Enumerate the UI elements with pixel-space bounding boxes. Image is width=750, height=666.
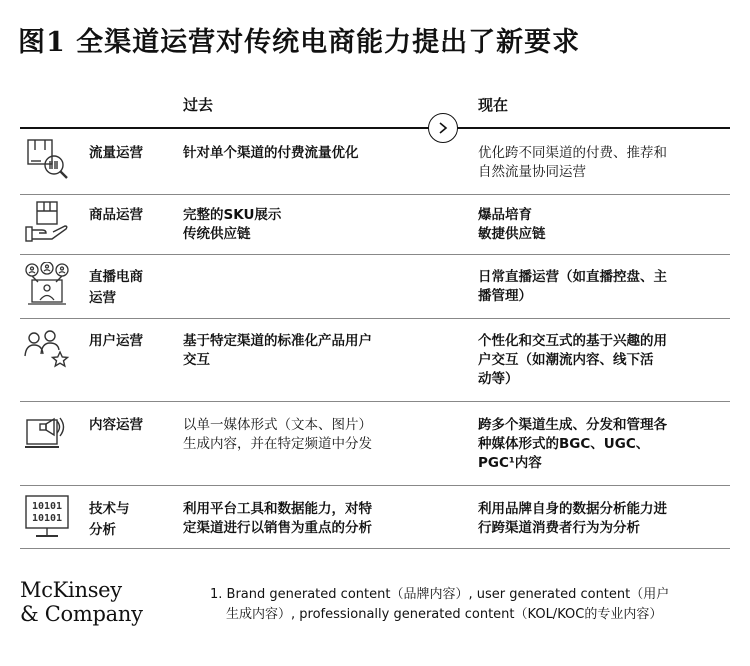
column-header-past: 过去 — [183, 96, 214, 114]
hand-holding-box-icon — [24, 199, 70, 245]
past-user: 基于特定渠道的标准化产品用户 交互 — [183, 333, 372, 368]
past-product: 完整的SKU展示 传统供应链 — [183, 207, 282, 242]
row-label-user: 用户运营 — [89, 333, 143, 349]
row-label-tech: 技术与 分析 — [89, 501, 130, 538]
past-traffic: 针对单个渠道的付费流量优化 — [183, 145, 359, 161]
row-label-content: 内容运营 — [89, 417, 143, 433]
arrow-badge — [428, 113, 458, 143]
row-divider — [20, 548, 730, 549]
row-label-traffic: 流量运营 — [89, 145, 143, 161]
now-user: 个性化和交互式的基于兴趣的用 户交互（如潮流内容、线下活 动等） — [478, 333, 667, 387]
header-rule — [20, 127, 730, 129]
barcode-box-magnifier-icon — [24, 136, 70, 182]
livestream-people-icon — [24, 262, 70, 308]
row-label-product: 商品运营 — [89, 207, 143, 223]
past-content: 以单一媒体形式（文本、图片） 生成内容，并在特定频道中分发 — [183, 417, 372, 452]
user-group-star-icon — [24, 324, 70, 370]
binary-monitor-icon — [24, 494, 70, 540]
now-livestream: 日常直播运营（如直播控盘、主 播管理） — [478, 269, 667, 304]
footnote: 1. Brand generated content（品牌内容）, user generated content（用户 生成内容）, professionally generated content（KOL/KOC的专业内容） — [210, 587, 670, 622]
column-header-now: 现在 — [478, 96, 509, 114]
row-divider — [20, 318, 730, 319]
now-content: 跨多个渠道生成、分发和管理各 种媒体形式的BGC、UGC、 PGC¹内容 — [478, 417, 667, 471]
binary-line-1: 10101 — [31, 501, 63, 512]
figure-title: 图1 全渠道运营对传统电商能力提出了新要求 — [18, 27, 581, 58]
binary-line-2: 10101 — [31, 513, 63, 524]
past-tech: 利用平台工具和数据能力，对特 定渠道进行以销售为重点的分析 — [183, 501, 372, 536]
chevron-right-icon — [437, 121, 449, 135]
row-divider — [20, 194, 730, 195]
row-divider — [20, 401, 730, 402]
row-divider — [20, 254, 730, 255]
row-label-livestream: 直播电商 运营 — [89, 269, 143, 306]
now-product: 爆品培育 敏捷供应链 — [478, 207, 546, 242]
now-tech: 利用品牌自身的数据分析能力进 行跨渠道消费者行为为分析 — [478, 501, 667, 536]
megaphone-screen-icon — [24, 410, 70, 456]
now-traffic: 优化跨不同渠道的付费、推荐和 自然流量协同运营 — [478, 145, 667, 180]
row-divider — [20, 485, 730, 486]
mckinsey-logo: McKinsey & Company — [20, 578, 143, 626]
